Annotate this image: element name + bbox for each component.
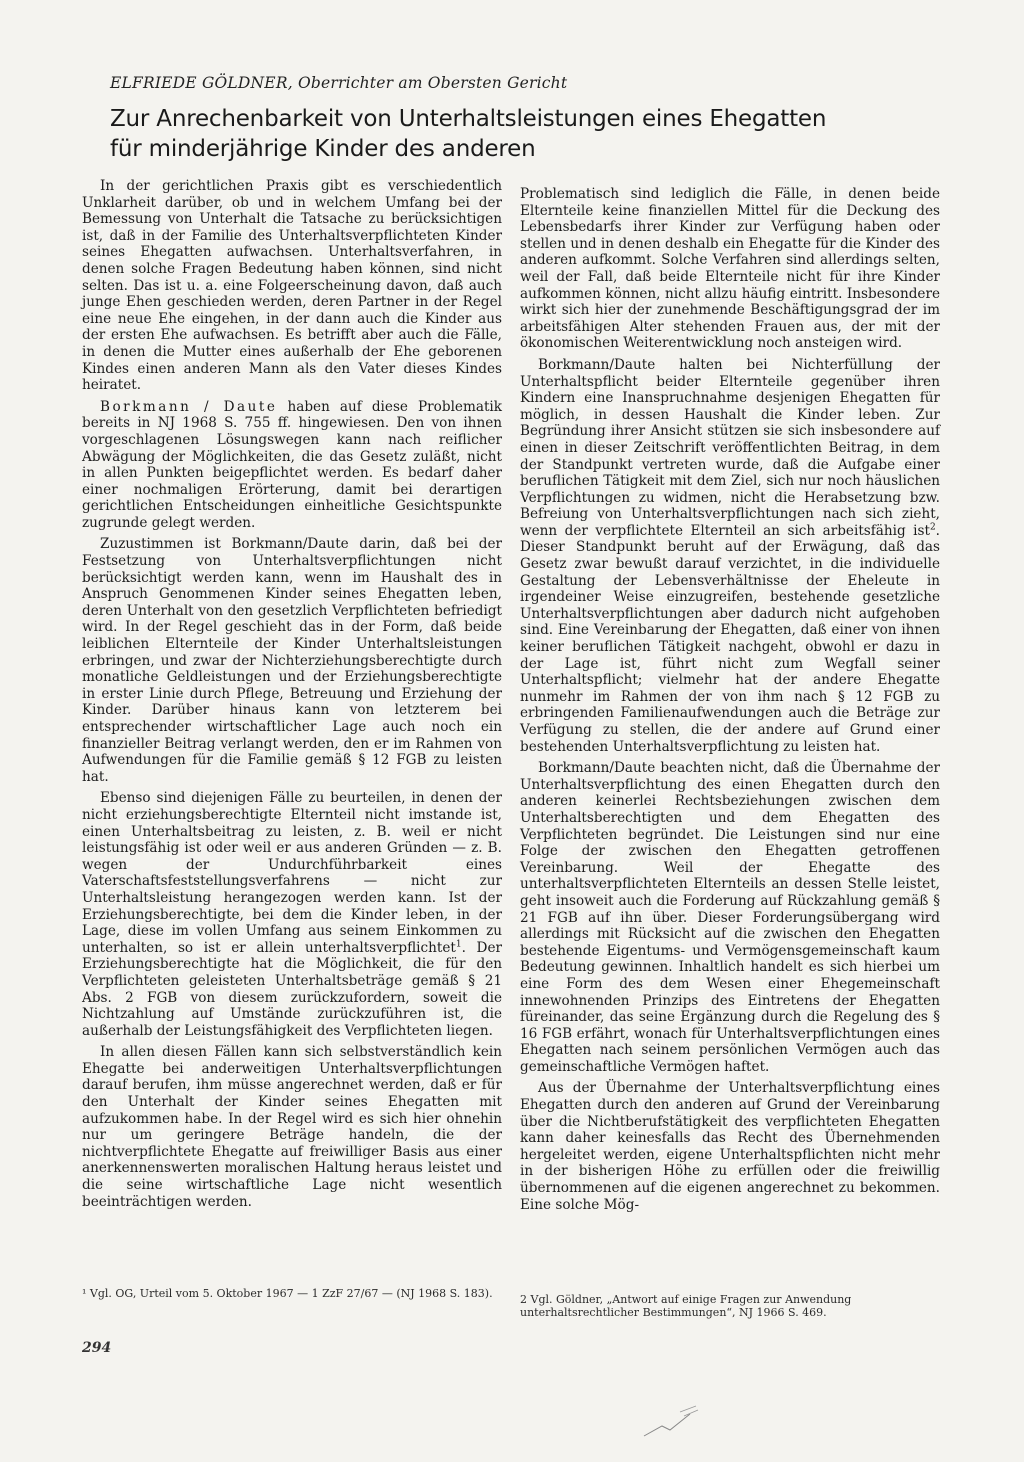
paragraph: Zuzustimmen ist Borkmann/Daute darin, daß bei der Festsetzung von Unterhaltsverpflichtungen nicht berücksichtigt werden kann, wenn im Haushalt des in Anspruch Genommenen Kinder seines Ehegatten leben, deren Unterhalt von den gesetzlich Verpflichteten befriedigt wird. In der Regel geschieht das in der Form, daß beide leiblichen Elternteile der Kinder Unterhaltsleistungen erbringen, und zwar der Nichterziehungsberechtigte durch monatliche Geldleistungen und der Erziehungsberechtigte in erster Linie durch Pflege, Betreuung und Erziehung der Kinder. Darüber hinaus kann von letzterem bei entsprechender wirtschaftlicher Lage auch noch ein finanzieller Beitrag verlangt werden, den er im Rahmen von Aufwendungen für die Familie gemäß § 12 FGB zu leisten hat. <box>82 536 502 785</box>
article-title <box>110 104 930 164</box>
paragraph-text: Ebenso sind diejenigen Fälle zu beurteilen, in denen der nicht erziehungsberechtigte Elternteil nicht imstande ist, einen Unterhaltsbeitrag zu leisten, z. B. weil er nicht leistungsfähig ist oder weil er aus anderen Gründen — z. B. wegen der Undurchführbarkeit eines Vaterschaftsfeststellungsverfahrens — nicht zur Unterhaltsleistung herangezogen werden kann. Ist der Erziehungsberechtigte, bei dem die Kinder leben, in der Lage, diese im vollen Umfang aus seinem Einkommen zu unterhalten, so ist er allein unterhaltsverpflichtet <box>82 790 502 956</box>
author-line: ELFRIEDE GÖLDNER, Oberrichter am Obersten Gericht <box>110 74 568 92</box>
paragraph: In allen diesen Fällen kann sich selbstverständlich kein Ehegatte bei anderweitigen Unterhaltsverpflichtungen darauf berufen, ihm müsse angerechnet werden, daß er für den Unterhalt der Kinder seines Ehegatten mit aufzukommen habe. In der Regel wird es sich hier ohnehin nur um geringere Beträge handeln, die der nichtverpflichtete Ehegatte auf freiwilliger Basis aus einer anerkennenswerten moralischen Haltung heraus leistet und die seine wirtschaftliche Lage nicht wesentlich beeinträchtigen werden. <box>82 1044 502 1210</box>
title-line-2: für minderjährige Kinder des anderen <box>110 136 536 162</box>
paragraph: Borkmann/Daute beachten nicht, daß die Übernahme der Unterhaltsverpflichtung des einen Ehegatten durch den anderen keinerlei Rechtsbeziehungen zwischen dem Unterhaltsberechtigten und dem Ehegatten des Verpflichteten begründet. Die Leistungen sind nur eine Folge der zwischen den Ehegatten getroffenen Vereinbarung. Weil der Ehegatte des unterhaltsverpflichteten Elternteils an dessen Stelle leistet, geht insoweit auch die Forderung auf Rückzahlung gemäß § 21 FGB auf ihn über. Dieser Forderungsübergang wird allerdings mit Rücksicht auf die zwischen den Ehegatten bestehende Eigentums- und Vermögensgemeinschaft kaum Bedeutung gewinnen. Inhaltlich handelt es sich hierbei um eine Form des dem Wesen einer Ehegemeinschaft innewohnenden Prinzips des Eintretens der Ehegatten füreinander, das seine Ergänzung durch die Regelung des § 16 FGB erfährt, wonach für Unterhaltsverpflichtungen eines Ehegatten nach seinem persönlichen Vermögen auch das gemeinschaftliche Vermögen haftet. <box>520 760 940 1075</box>
left-column <box>82 178 502 1215</box>
footnote-ref: 1 <box>455 939 462 950</box>
pencil-scribble-mark <box>640 1402 700 1442</box>
paragraph <box>82 790 502 1039</box>
paragraph-text: Borkmann/Daute halten bei Nichterfüllung der Unterhaltspflicht beider Elternteile gegenüber ihren Kindern eine Inanspruchnahme desjenigen Ehegatten für möglich, in dessen Haushalt die Kinder leben. Zur Begründung ihrer Ansicht stützen sie sich insbesondere auf einen in dieser Zeitschrift veröffentlichten Beitrag, in dem der Standpunkt vertreten wurde, daß die Aufgabe einer beruflichen Tätigkeit mit dem Ziel, sich nur noch häuslichen Verpflichtungen zu widmen, nicht die Herabsetzung bzw. Befreiung von Unterhaltsverpflichtungen nach sich zieht, wenn der verpflichtete Elternteil an sich arbeitsfähig ist <box>520 356 940 539</box>
footnote-ref: 2 <box>929 522 936 533</box>
author-names: Borkmann / Daute <box>100 398 278 415</box>
title-line-1: Zur Anrechenbarkeit von Unterhaltsleistungen eines Ehegatten <box>110 106 827 132</box>
paragraph-text: . Dieser Standpunkt beruht auf der Erwägung, daß das Gesetz zwar bewußt darauf verzichtet, in die individuelle Gestaltung der Lebensverhältnisse der Eheleute in irgendeiner Weise einzugreifen, bestehende gesetzliche Unterhaltsverpflichtungen aber dadurch nicht aufgehoben sind. Eine Vereinbarung der Ehegatten, daß einer von ihnen keiner beruflichen Tätigkeit nachgeht, obwohl er dazu in der Lage ist, führt nicht zum Wegfall seiner Unterhaltspflicht; vielmehr hat der andere Ehegatte nunmehr im Rahmen der von ihm nach § 12 FGB zu erbringenden Familienaufwendungen auch die Beträge zur Verfügung zu stellen, die der andere auf Grund einer bestehenden Unterhaltsverpflichtung zu leisten hat. <box>520 522 940 755</box>
paragraph: In der gerichtlichen Praxis gibt es verschiedentlich Unklarheit darüber, ob und in welchem Umfang bei der Bemessung von Unterhalt die Tatsache zu berücksichtigen ist, daß in der Familie des Unterhaltsverpflichteten Kinder seines Ehegatten aufwachsen. Unterhaltsverfahren, in denen solche Fragen Bedeutung haben können, sind nicht selten. Das ist u. a. eine Folgeerscheinung davon, daß auch junge Ehen geschieden werden, deren Partner in der Regel eine neue Ehe eingehen, in der dann auch die Kinder aus der ersten Ehe aufwachsen. Es betrifft aber auch die Fälle, in denen die Mutter eines außerhalb der Ehe geborenen Kindes einen anderen Mann als den Vater dieses Kindes heiratet. <box>82 178 502 394</box>
paragraph-text: . Der Erziehungsberechtigte hat die Möglichkeit, die für den Verpflichteten geleisteten Unterhaltsbeträge gemäß § 21 Abs. 2 FGB von diesem zurückzufordern, soweit die Nichtzahlung auf Umstände zurückzuführen ist, die außerhalb der Leistungsfähigkeit des Verpflichteten liegen. <box>82 939 502 1039</box>
footnote-1: ¹ Vgl. OG, Urteil vom 5. Oktober 1967 — 1 ZzF 27/67 — (NJ 1968 S. 183). <box>82 1287 493 1300</box>
paragraph: Aus der Übernahme der Unterhaltsverpflichtung eines Ehegatten durch den anderen auf Grund der Vereinbarung über die Nichtberufstätigkeit des verpflichteten Ehegatten kann daher keinesfalls das Recht des Übernehmenden hergeleitet werden, eigene Unterhaltspflichten nicht mehr in der bisherigen Höhe zu erfüllen oder die freiwillig übernommenen auf die eigenen angerechnet zu bekommen. Eine solche Mög- <box>520 1080 940 1213</box>
paragraph <box>82 399 502 532</box>
footnote-2: 2 Vgl. Göldner, „Antwort auf einige Fragen zur Anwendung unterhaltsrechtlicher Bestimmungen“, NJ 1966 S. 469. <box>520 1293 852 1319</box>
paragraph: Problematisch sind lediglich die Fälle, in denen beide Elternteile keine finanziellen Mittel für die Deckung des Lebensbedarfs ihrer Kinder zur Verfügung haben oder stellen und in denen deshalb ein Ehegatte für die Kinder des anderen aufkommt. Solche Verfahren sind allerdings selten, weil der Fall, daß beide Elternteile nicht für ihre Kinder aufkommen können, nicht allzu häufig eintritt. Insbesondere wirkt sich hier der zunehmende Beschäftigungsgrad der im arbeitsfähigen Alter stehenden Frauen aus, der mit der ökonomischen Weiterentwicklung noch ansteigen wird. <box>520 186 940 352</box>
right-column <box>520 186 940 1218</box>
paragraph <box>520 357 940 755</box>
page-number: 294 <box>82 1340 112 1356</box>
paragraph-text: haben auf diese Problematik bereits in NJ 1968 S. 755 ff. hingewiesen. Den von ihnen vorgeschlagenen Lösungswegen kann nach reiflicher Abwägung der Möglichkeiten, die das Gesetz zuläßt, nicht in allen Punkten beigepflichtet werden. Es bedarf daher einer nochmaligen Erörterung, damit bei derartigen gerichtlichen Entscheidungen einheitliche Gesichtspunkte zugrunde gelegt werden. <box>82 398 503 531</box>
